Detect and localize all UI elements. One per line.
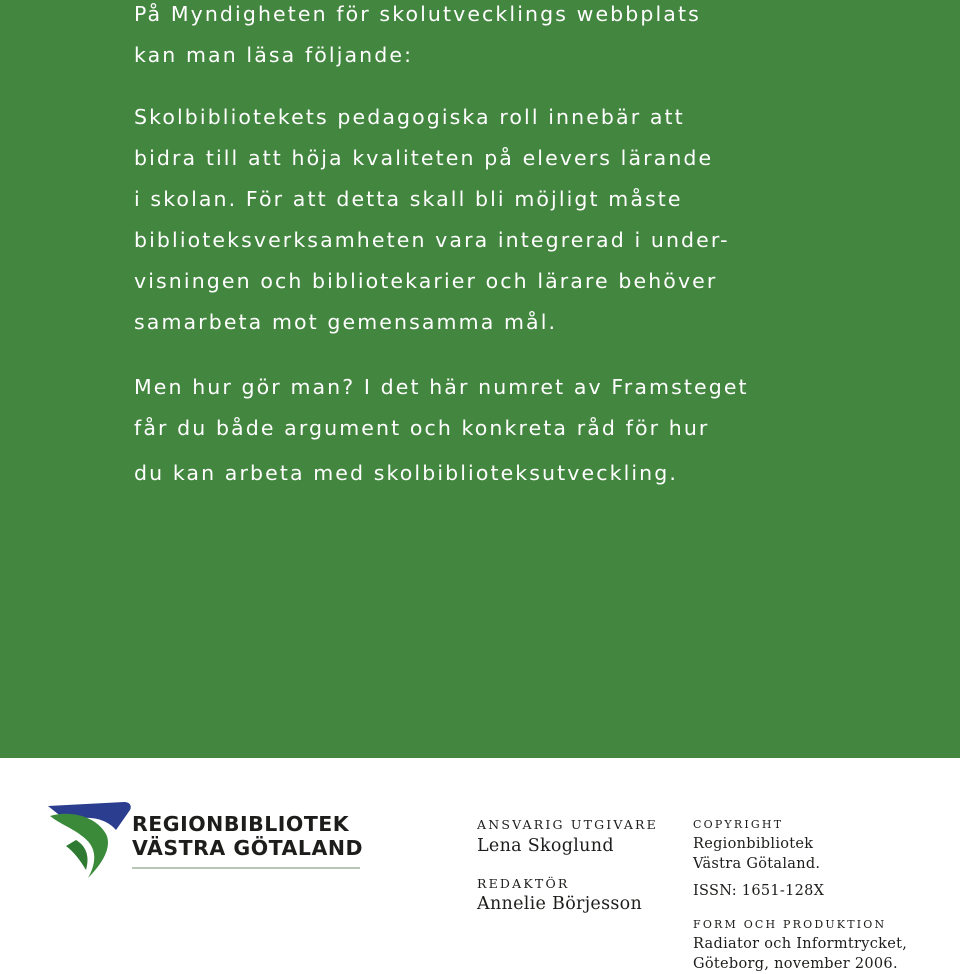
text-line: samarbeta mot gemensamma mål. [134,310,558,334]
text-line: Skolbibliotekets pedagogiska roll innebär att [134,105,685,129]
logo-line-2: VÄSTRA GÖTALAND [132,836,363,860]
text-line: i skolan. För att detta skall bli möjligt måste [134,187,683,211]
editor-label: REDAKTÖR [477,876,570,891]
publisher-label: ANSVARIG UTGIVARE [477,817,658,832]
intro-paragraph-1 [134,0,934,76]
logo-line-1: REGIONBIBLIOTEK [132,812,350,836]
copyright-line: Västra Götaland. [693,856,821,872]
text-line: biblioteksverksamheten vara integrerad i under- [134,228,730,252]
production-line: Radiator och Informtrycket, [693,936,908,952]
text-line: får du både argument och konkreta råd för hur [134,416,710,440]
logo-underline-decoration [132,866,360,870]
editor-name: Annelie Börjesson [477,894,643,914]
text-line: visningen och bibliotekarier och lärare behöver [134,269,718,293]
copyright-label: COPYRIGHT [693,818,784,831]
copyright-line: Regionbibliotek [693,836,814,852]
text-line: På Myndigheten för skolutvecklings webbplats [134,2,701,26]
text-line: du kan arbeta med skolbiblioteksutveckling. [134,461,678,485]
issn: ISSN: 1651-128X [693,883,825,899]
text-line: kan man läsa följande: [134,43,414,67]
logo-wordmark [132,812,363,860]
production-label: FORM OCH PRODUKTION [693,918,887,931]
text-line: Men hur gör man? I det här numret av Framsteget [134,375,749,399]
production-info [693,934,907,974]
intro-paragraph-3 [134,367,934,494]
intro-paragraph-2 [134,97,934,343]
publisher-name: Lena Skoglund [477,836,614,856]
copyright-holder [693,834,820,874]
text-line: bidra till att höja kvaliteten på elevers lärande [134,146,714,170]
production-line: Göteborg, november 2006. [693,956,898,972]
